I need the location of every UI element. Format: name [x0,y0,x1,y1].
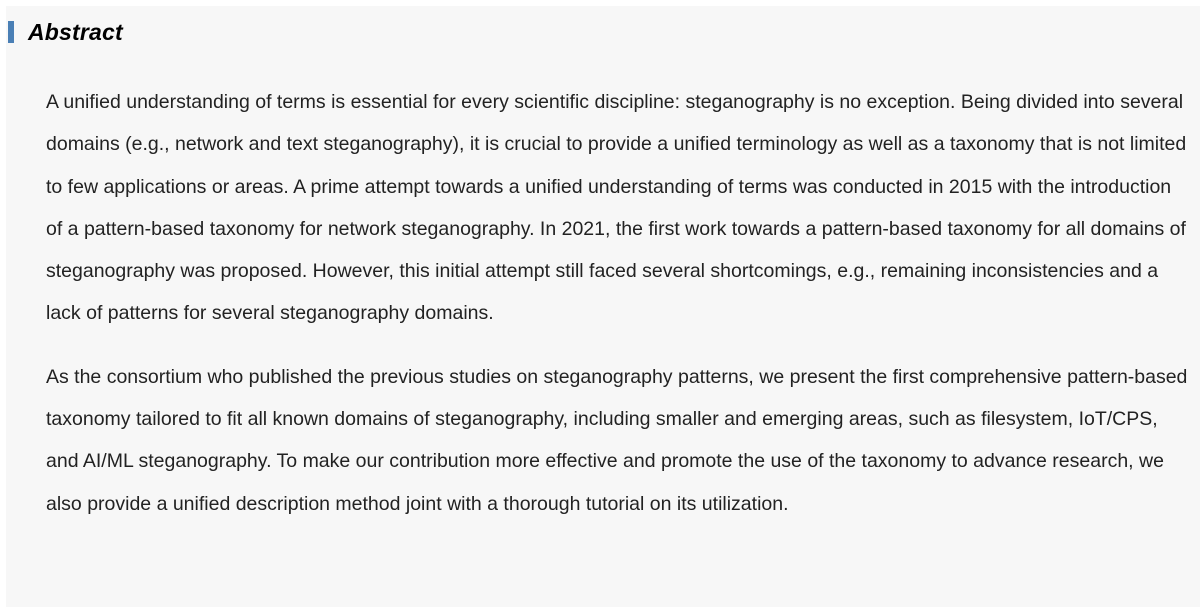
section-title: Abstract [28,18,123,45]
section-heading [6,18,123,46]
abstract-panel [6,6,1200,607]
abstract-paragraph-1: A unified understanding of terms is essential for every scientific discipline: steganography is no exception. Being divided into several domains (e.g., network and text steganography), it is crucial to provide a unified terminology as well as a taxonomy that is not limited to few applications or areas. A prime attempt towards a unified understanding of terms was conducted in 2015 with the introduction of a pattern-based taxonomy for network steganography. In 2021, the first work towards a pattern-based taxonomy for all domains of steganography was proposed. However, this initial attempt still faced several shortcomings, e.g., remaining inconsistencies and a lack of patterns for several steganography domains. [46,91,1187,325]
abstract-paragraph-2: As the consortium who published the previous studies on steganography patterns, we present the first comprehensive pattern-based taxonomy tailored to fit all known domains of steganography, including smaller and emerging areas, such as filesystem, IoT/CPS, and AI/ML steganography. To make our contribution more effective and promote the use of the taxonomy to advance research, we also provide a unified description method joint with a thorough tutorial on its utilization. [46,365,1188,515]
accent-bar [8,21,14,43]
abstract-body [46,81,1188,525]
